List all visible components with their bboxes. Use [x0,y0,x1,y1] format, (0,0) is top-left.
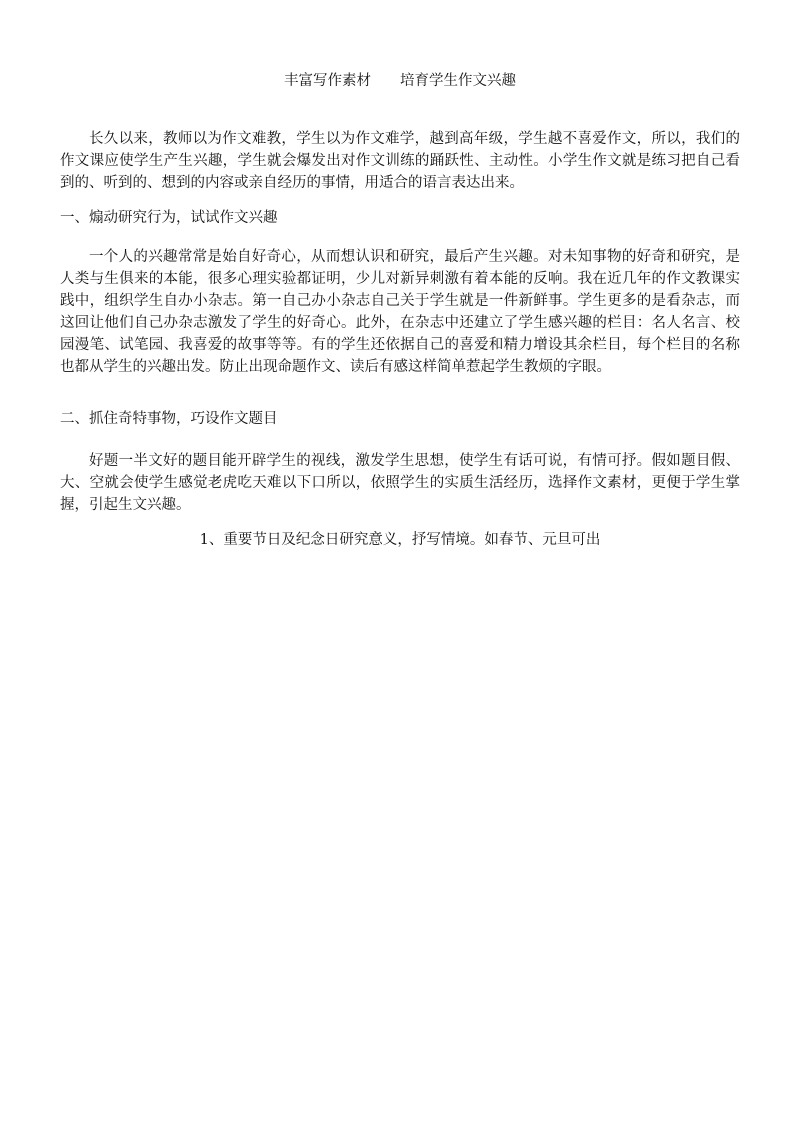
section1-paragraph: 一个人的兴趣常常是始自好奇心，从而想认识和研究，最后产生兴趣。对未知事物的好奇和研究，是人类与生俱来的本能，很多心理实验都证明，少儿对新异刺激有着本能的反响。我在近几年的作文教课实践中，组织学生自办小杂志。第一自己办小杂志自己关于学生就是一件新鲜事。学生更多的是看杂志，而这回让他们自己办杂志激发了学生的好奇心。此外，在杂志中还建立了学生感兴趣的栏目：名人名言、校园漫笔、试笔园、我喜爱的故事等等。有的学生还依据自己的喜爱和精力增设其余栏目，每个栏目的名称也都从学生的兴趣出发。防止出现命题作文、读后有感这样简单惹起学生教烦的字眼。 [60,249,740,375]
document-title: 丰富写作素材 培育学生作文兴趣 [284,73,516,89]
section2-paragraph: 好题一半文好的题目能开辟学生的视线，激发学生思想，使学生有话可说，有情可抒。假如题目假、大、空就会使学生感觉老虎吃天难以下口所以，依照学生的实质生活经历，选择作文素材，更便于学生掌握，引起生文兴趣。 [60,453,740,513]
section1-heading: 一、煽动研究行为，试试作文兴趣 [60,210,278,226]
intro-paragraph: 长久以来，教师以为作文难教，学生以为作文难学，越到高年级，学生越不喜爱作文，所以，我们的作文课应使学生产生兴趣，学生就会爆发出对作文训练的踊跃性、主动性。小学生作文就是练习把自己看到的、听到的、想到的内容或亲自经历的事情，用适合的语言表达出来。 [60,131,740,191]
list-item-1: 1、重要节日及纪念日研究意义，抒写情境。如春节、元旦可出 [199,532,601,548]
section2-heading: 二、抓住奇特事物，巧设作文题目 [60,411,278,427]
